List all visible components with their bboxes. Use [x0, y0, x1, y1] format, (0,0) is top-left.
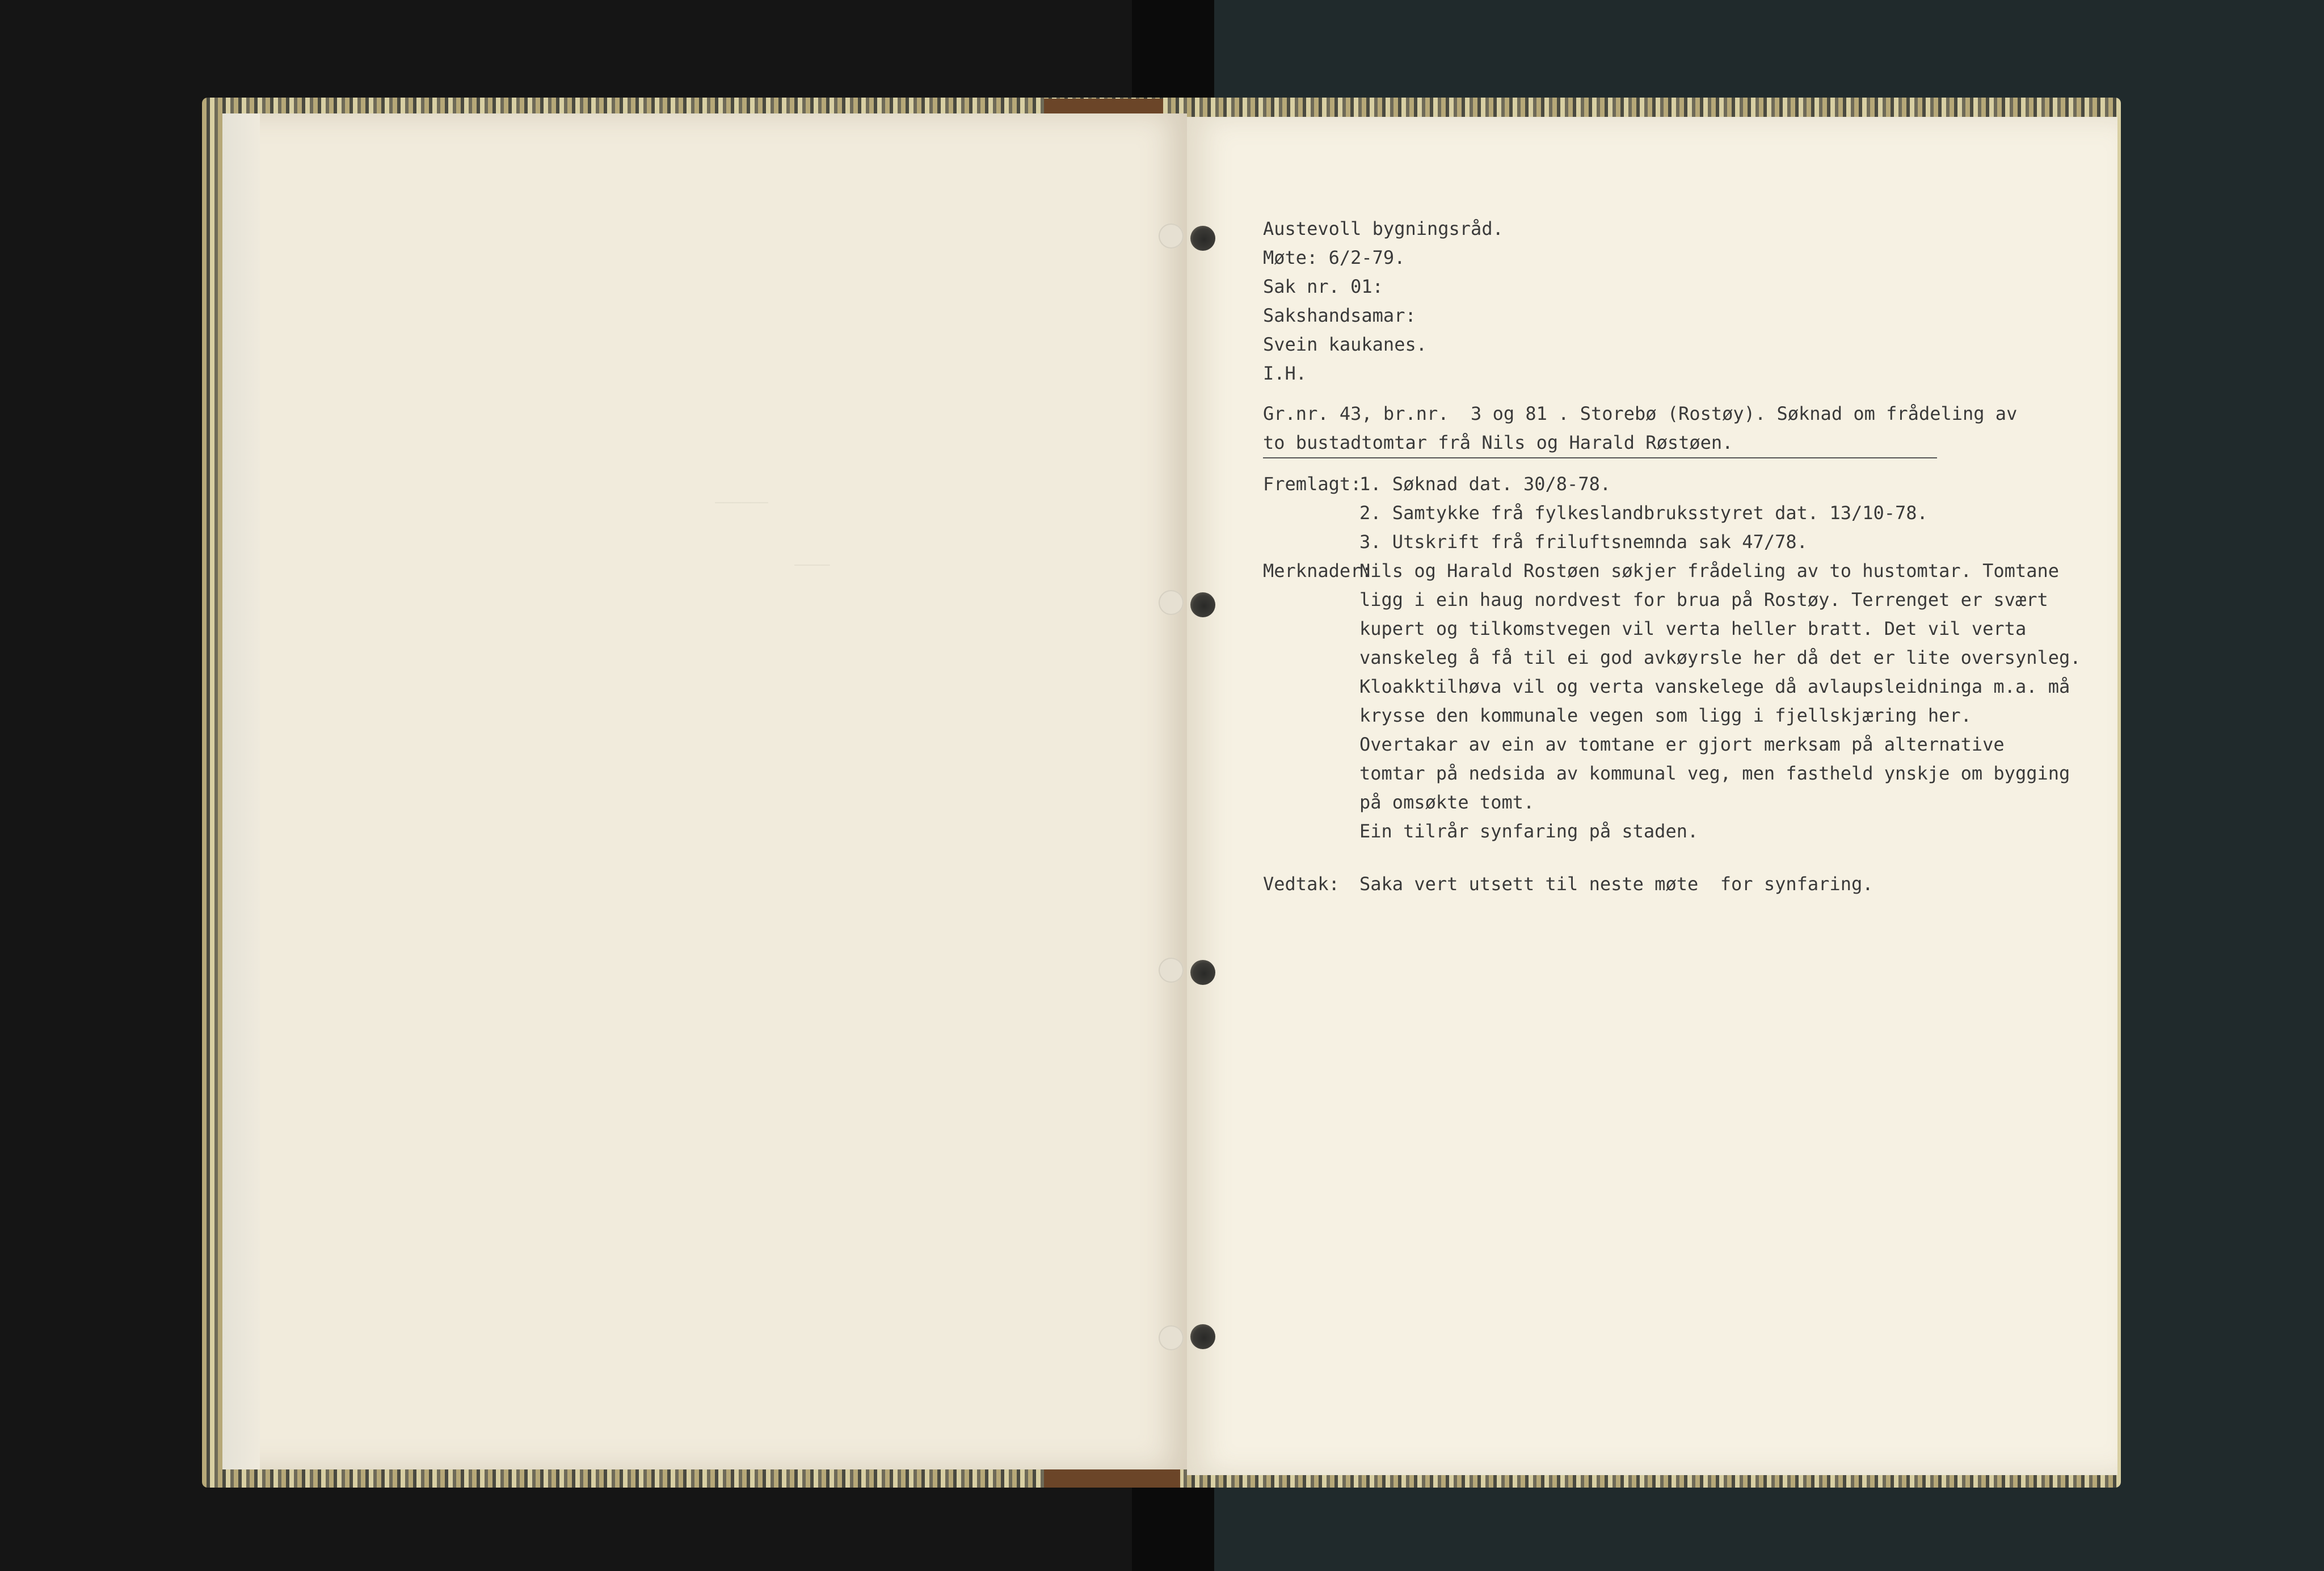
merknader-label: Merknader: [1263, 560, 1372, 582]
merknader-line: på omsøkte tomt. [1359, 791, 1535, 813]
merknader-line: tomtar på nedsida av kommunal veg, men fastheld ynskje om bygging [1359, 763, 2070, 784]
spacer [1263, 458, 2046, 470]
left-page-bleedthrough-2: ———— [794, 556, 830, 573]
punch-hole-4 [1190, 1324, 1215, 1349]
merknader-line: Kloakktilhøva vil og verta vanskelege då avlaupsleidninga m.a. må [1359, 676, 2070, 697]
left-page-bleedthrough: —————— [715, 494, 768, 511]
punch-hole-2 [1190, 592, 1215, 617]
vedtak-label: Vedtak: [1263, 873, 1340, 895]
initials: I.H. [1263, 363, 1307, 384]
typed-document [1263, 214, 2081, 899]
book-spine-top [1044, 99, 1163, 115]
vedtak-text: Saka vert utsett til neste møte for synfaring. [1359, 873, 1873, 895]
spacer [1263, 846, 2046, 870]
case-title-line-2: to bustadtomtar frå Nils og Harald Røstøen. [1263, 428, 1937, 458]
merknader-text [1359, 557, 2081, 846]
merknader-line: krysse den kommunale vegen som ligg i fjellskjæring her. [1359, 705, 1972, 726]
handler-label: Sakshandsamar: [1263, 305, 1416, 326]
spacer [1263, 388, 2046, 399]
case-title [1263, 399, 2046, 458]
merknader-section [1263, 557, 2081, 846]
vedtak-text-wrap [1359, 870, 2046, 899]
meeting-date: Møte: 6/2-79. [1263, 247, 1405, 268]
handler-name: Svein kaukanes. [1263, 334, 1427, 355]
fremlagt-item: 3. Utskrift frå friluftsnemnda sak 47/78. [1359, 531, 1808, 553]
header-block [1263, 214, 2046, 388]
punch-hole-left-3 [1159, 958, 1184, 983]
punch-hole-3 [1190, 960, 1215, 985]
vedtak-section [1263, 870, 2046, 899]
fremlagt-list [1359, 470, 2046, 557]
punch-hole-1 [1190, 226, 1215, 251]
left-page-edge [222, 113, 260, 1469]
merknader-line: Nils og Harald Rostøen søkjer frådeling av to hustomtar. Tomtane [1359, 560, 2059, 582]
book-spine-bottom [1044, 1467, 1180, 1488]
punch-hole-left-2 [1159, 590, 1184, 615]
fremlagt-item: 2. Samtykke frå fylkeslandbruksstyret dat. 13/10-78. [1359, 502, 1928, 524]
board-name: Austevoll bygningsråd. [1263, 218, 1504, 239]
left-page [222, 113, 1187, 1469]
fremlagt-label: Fremlagt: [1263, 473, 1362, 495]
merknader-line: vanskeleg å få til ei god avkøyrsle her då det er lite oversynleg. [1359, 647, 2081, 668]
merknader-line: kupert og tilkomstvegen vil verta heller bratt. Det vil verta [1359, 618, 2027, 639]
punch-hole-left-4 [1159, 1325, 1184, 1350]
fremlagt-item: 1. Søknad dat. 30/8-78. [1359, 473, 1611, 495]
punch-hole-left-1 [1159, 224, 1184, 249]
fremlagt-section [1263, 470, 2046, 557]
merknader-line: ligg i ein haug nordvest for brua på Rostøy. Terrenget er svært [1359, 589, 2048, 610]
case-number: Sak nr. 01: [1263, 276, 1383, 297]
merknader-line: Overtakar av ein av tomtane er gjort merksam på alternative [1359, 734, 2005, 755]
merknader-line: Ein tilrår synfaring på staden. [1359, 820, 1699, 842]
case-title-line-1: Gr.nr. 43, br.nr. 3 og 81 . Storebø (Rostøy). Søknad om frådeling av [1263, 403, 2018, 424]
